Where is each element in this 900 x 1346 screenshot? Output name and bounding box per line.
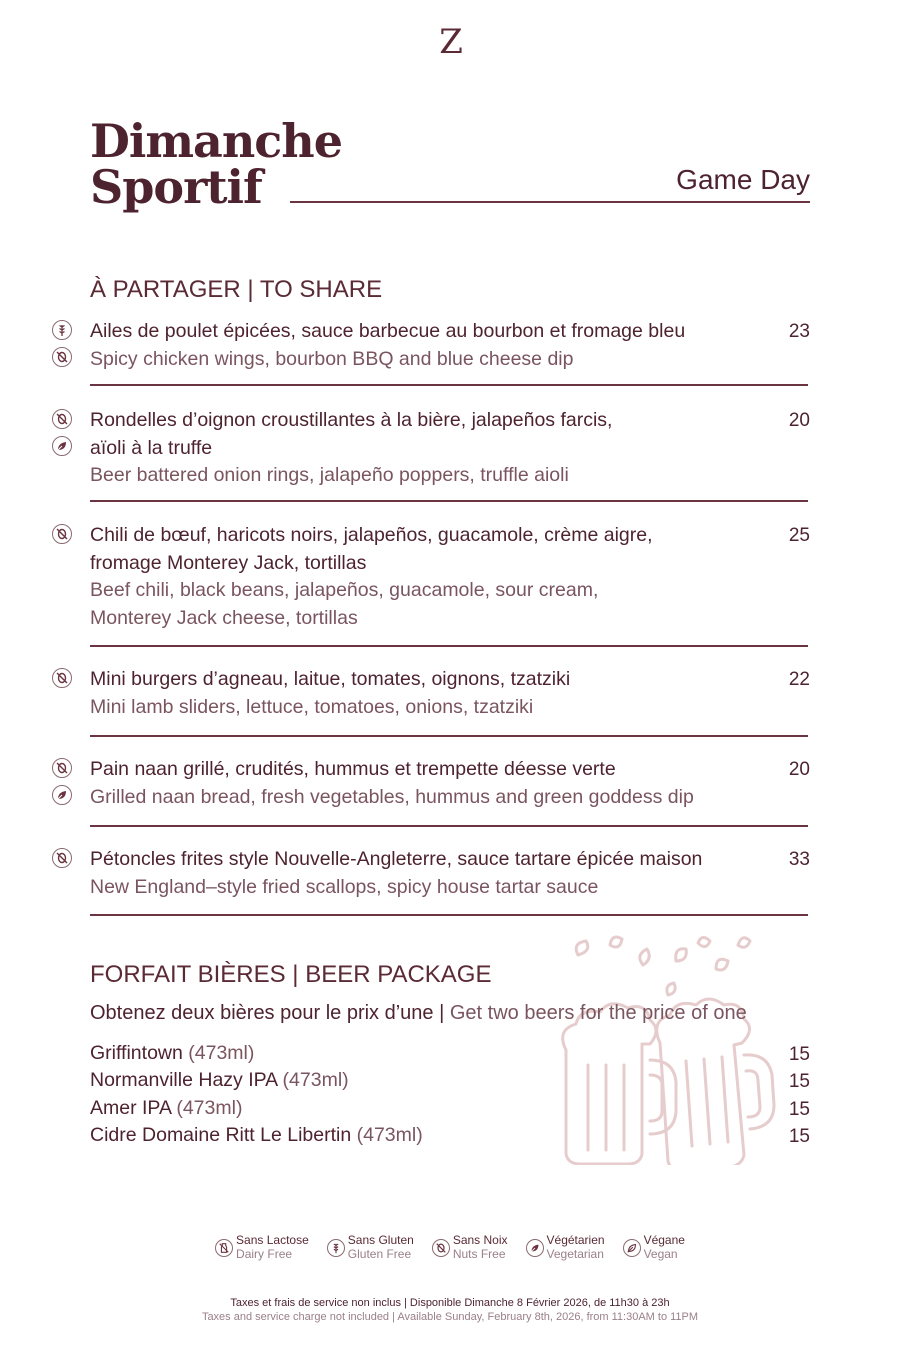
legend-label-fr: Végétarien bbox=[546, 1233, 605, 1247]
legend-label bbox=[644, 1233, 685, 1261]
legend-label-en: Vegan bbox=[643, 1247, 678, 1261]
beer-name: Normanville Hazy IPA bbox=[90, 1069, 278, 1091]
beer-heading-en: BEER PACKAGE bbox=[305, 961, 492, 988]
menu-item bbox=[90, 756, 810, 811]
item-name-en: New England–style fried scallops, spicy house tartar sauce bbox=[90, 875, 599, 898]
vegan-icon bbox=[623, 1239, 641, 1257]
promo-separator: | bbox=[433, 1002, 450, 1024]
beer-promo-text bbox=[90, 1002, 747, 1025]
beer-section-heading bbox=[90, 961, 491, 989]
nuts-free-icon bbox=[432, 1239, 450, 1257]
beer-name: Amer IPA bbox=[90, 1097, 171, 1119]
item-price: 22 bbox=[788, 669, 810, 690]
footer-note-en: Taxes and service charge not included | Available Sunday, February 8th, 2026, from 11:30AM to 11PM bbox=[201, 1311, 699, 1323]
item-name-fr: Mini burgers d’agneau, laitue, tomates, oignons, tzatziki bbox=[90, 668, 571, 690]
vegetarian-icon bbox=[52, 785, 72, 805]
menu-item bbox=[90, 407, 810, 490]
beer-item bbox=[90, 1097, 242, 1120]
legend-item bbox=[215, 1233, 309, 1261]
share-heading-fr: À PARTAGER bbox=[90, 276, 241, 303]
title-line-1: Dimanche bbox=[90, 114, 343, 168]
item-name-fr: Chili de bœuf, haricots noirs, jalapeños, guacamole, crème aigre, bbox=[90, 524, 653, 546]
item-name-fr: Pain naan grillé, crudités, hummus et trempette déesse verte bbox=[90, 758, 616, 780]
legend-label-en: Nuts Free bbox=[452, 1247, 506, 1261]
item-name-fr: Ailes de poulet épicées, sauce barbecue au bourbon et fromage bleu bbox=[90, 320, 686, 342]
vegetarian-icon bbox=[52, 436, 72, 456]
beer-heading-fr: FORFAIT BIÈRES bbox=[90, 961, 286, 988]
legend-label bbox=[348, 1233, 414, 1261]
nuts-free-icon bbox=[52, 347, 72, 367]
logo: Z bbox=[439, 22, 461, 62]
beer-name: Cidre Domaine Ritt Le Libertin bbox=[90, 1124, 352, 1146]
dietary-legend bbox=[0, 1233, 900, 1261]
legend-label-en: Vegetarian bbox=[546, 1247, 604, 1261]
beer-promo-en: Get two beers for the price of one bbox=[449, 1002, 747, 1024]
legend-item bbox=[432, 1233, 508, 1261]
item-price: 20 bbox=[788, 759, 810, 780]
beer-volume: (473ml) bbox=[170, 1097, 243, 1119]
beer-price: 15 bbox=[788, 1099, 810, 1120]
beer-volume: (473ml) bbox=[277, 1069, 349, 1091]
item-divider bbox=[90, 500, 808, 502]
menu-item bbox=[90, 318, 810, 373]
beer-price: 15 bbox=[788, 1126, 810, 1147]
title-line-2: Sportif bbox=[90, 160, 262, 214]
beer-item bbox=[90, 1042, 254, 1065]
menu-title bbox=[90, 114, 343, 214]
gluten-free-icon bbox=[52, 320, 72, 340]
item-divider bbox=[90, 645, 808, 647]
legend-item bbox=[623, 1233, 685, 1261]
menu-item bbox=[90, 522, 810, 632]
menu-item bbox=[90, 846, 810, 901]
item-name-en: Beer battered onion rings, jalapeño poppers, truffle aioli bbox=[90, 464, 569, 486]
beer-volume: (473ml) bbox=[351, 1124, 423, 1146]
legend-label-en: Dairy Free bbox=[236, 1247, 293, 1261]
beer-mugs-illustration bbox=[548, 935, 798, 1165]
legend-label-fr: Sans Noix bbox=[452, 1233, 508, 1247]
beer-price: 15 bbox=[788, 1071, 810, 1092]
beer-item bbox=[90, 1124, 423, 1147]
heading-separator: | bbox=[240, 276, 260, 303]
legend-label bbox=[547, 1233, 605, 1261]
heading-separator: | bbox=[285, 961, 306, 988]
vegetarian-icon bbox=[526, 1239, 544, 1257]
nuts-free-icon bbox=[52, 758, 72, 778]
item-price: 20 bbox=[788, 410, 810, 431]
item-divider bbox=[90, 384, 808, 386]
legend-item bbox=[327, 1233, 414, 1261]
legend-label-fr: Sans Lactose bbox=[236, 1233, 309, 1247]
item-price: 25 bbox=[788, 525, 810, 546]
item-name-fr: aïoli à la truffe bbox=[90, 436, 213, 459]
item-price: 23 bbox=[788, 321, 810, 342]
legend-item bbox=[526, 1233, 605, 1261]
legend-label-en: Gluten Free bbox=[347, 1247, 412, 1261]
legend-label bbox=[236, 1233, 309, 1261]
legend-label bbox=[453, 1233, 508, 1261]
legend-label-fr: Végane bbox=[643, 1233, 685, 1247]
menu-item bbox=[90, 666, 810, 721]
item-divider bbox=[90, 825, 808, 827]
item-name-fr: Rondelles d’oignon croustillantes à la bière, jalapeños farcis, bbox=[90, 409, 613, 431]
menu-subtitle: Game Day bbox=[676, 164, 810, 195]
nuts-free-icon bbox=[52, 848, 72, 868]
nuts-free-icon bbox=[52, 524, 72, 544]
item-divider bbox=[90, 914, 808, 916]
beer-promo-fr: Obtenez deux bières pour le prix d’une bbox=[90, 1002, 434, 1024]
item-name-en: Beef chili, black beans, jalapeños, guacamole, sour cream, bbox=[90, 579, 599, 601]
item-name-fr: Pétoncles frites style Nouvelle-Angleterre, sauce tartare épicée maison bbox=[90, 848, 703, 870]
item-name-en: Spicy chicken wings, bourbon BBQ and blue cheese dip bbox=[90, 347, 574, 370]
beer-volume: (473ml) bbox=[182, 1042, 255, 1064]
item-name-en: Monterey Jack cheese, tortillas bbox=[90, 606, 358, 629]
title-divider bbox=[290, 201, 810, 203]
beer-price: 15 bbox=[788, 1044, 810, 1065]
footer-note-fr: Taxes et frais de service non inclus | Disponible Dimanche 8 Février 2026, de 11h30 à 23h bbox=[230, 1297, 670, 1309]
share-heading-en: TO SHARE bbox=[259, 276, 383, 303]
beer-item bbox=[90, 1069, 349, 1092]
share-section-heading bbox=[90, 276, 382, 304]
gluten-free-icon bbox=[327, 1239, 345, 1257]
item-price: 33 bbox=[788, 849, 810, 870]
item-name-en: Grilled naan bread, fresh vegetables, hummus and green goddess dip bbox=[90, 785, 694, 808]
beer-name: Griffintown bbox=[90, 1042, 183, 1064]
item-name-fr: fromage Monterey Jack, tortillas bbox=[90, 551, 367, 574]
item-divider bbox=[90, 735, 808, 737]
legend-label-fr: Sans Gluten bbox=[347, 1233, 414, 1247]
nuts-free-icon bbox=[52, 668, 72, 688]
nuts-free-icon bbox=[52, 409, 72, 429]
item-name-en: Mini lamb sliders, lettuce, tomatoes, onions, tzatziki bbox=[90, 695, 534, 718]
dairy-free-icon bbox=[215, 1239, 233, 1257]
